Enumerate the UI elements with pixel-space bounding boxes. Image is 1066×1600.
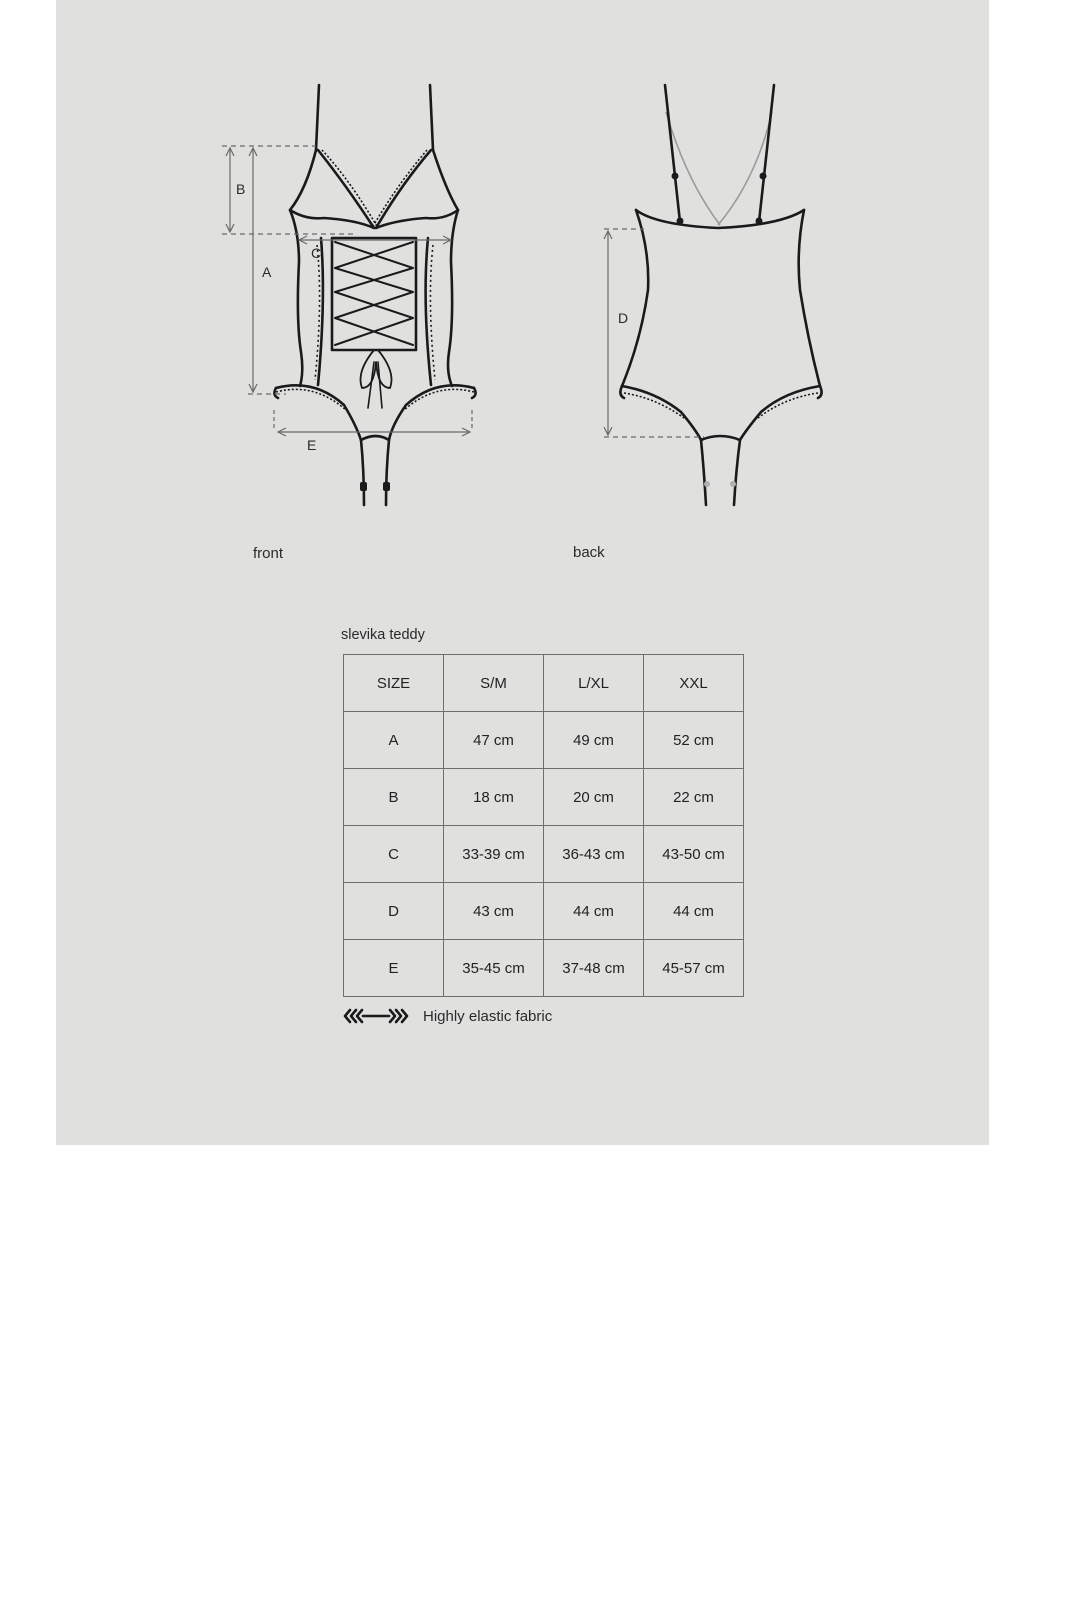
size-table-row xyxy=(344,769,744,826)
size-table-cell: 43 cm xyxy=(444,883,544,940)
size-table-row xyxy=(344,940,744,997)
dimension-label-a: A xyxy=(262,264,272,280)
size-table-cell: 37-48 cm xyxy=(544,940,644,997)
size-table-header-cell: SIZE xyxy=(344,655,444,712)
size-table-cell: 35-45 cm xyxy=(444,940,544,997)
size-table-row xyxy=(344,712,744,769)
size-table-cell: E xyxy=(344,940,444,997)
elastic-note-label: Highly elastic fabric xyxy=(423,1007,553,1025)
size-table-header-cell: S/M xyxy=(444,655,544,712)
product-title: slevika teddy xyxy=(341,627,425,643)
size-table-header-cell: L/XL xyxy=(544,655,644,712)
back-garment-diagram xyxy=(56,0,989,540)
size-table-cell: C xyxy=(344,826,444,883)
back-caption: back xyxy=(573,544,605,561)
size-table-cell: A xyxy=(344,712,444,769)
size-table-row xyxy=(344,826,744,883)
size-table-cell: D xyxy=(344,883,444,940)
size-table-cell: 36-43 cm xyxy=(544,826,644,883)
size-table-cell: 44 cm xyxy=(644,883,744,940)
size-chart-panel xyxy=(56,0,989,1145)
dimension-label-e: E xyxy=(307,437,317,453)
size-table-row xyxy=(344,883,744,940)
dimension-label-d: D xyxy=(618,310,629,326)
size-table-cell: 44 cm xyxy=(544,883,644,940)
dimension-label-c: C xyxy=(311,245,322,261)
front-caption: front xyxy=(253,545,284,562)
size-table-header-cell: XXL xyxy=(644,655,744,712)
size-table-cell: 22 cm xyxy=(644,769,744,826)
size-table-cell: B xyxy=(344,769,444,826)
size-table-header-row xyxy=(344,655,744,712)
elastic-arrows-icon xyxy=(343,1007,409,1025)
size-table-cell: 49 cm xyxy=(544,712,644,769)
size-table-cell: 18 cm xyxy=(444,769,544,826)
size-table-cell: 20 cm xyxy=(544,769,644,826)
size-table-cell: 47 cm xyxy=(444,712,544,769)
size-table xyxy=(343,654,744,997)
size-table-cell: 33-39 cm xyxy=(444,826,544,883)
elastic-note xyxy=(343,1007,552,1025)
size-table-cell: 52 cm xyxy=(644,712,744,769)
dimension-label-b: B xyxy=(236,181,246,197)
size-table-cell: 43-50 cm xyxy=(644,826,744,883)
size-table-cell: 45-57 cm xyxy=(644,940,744,997)
